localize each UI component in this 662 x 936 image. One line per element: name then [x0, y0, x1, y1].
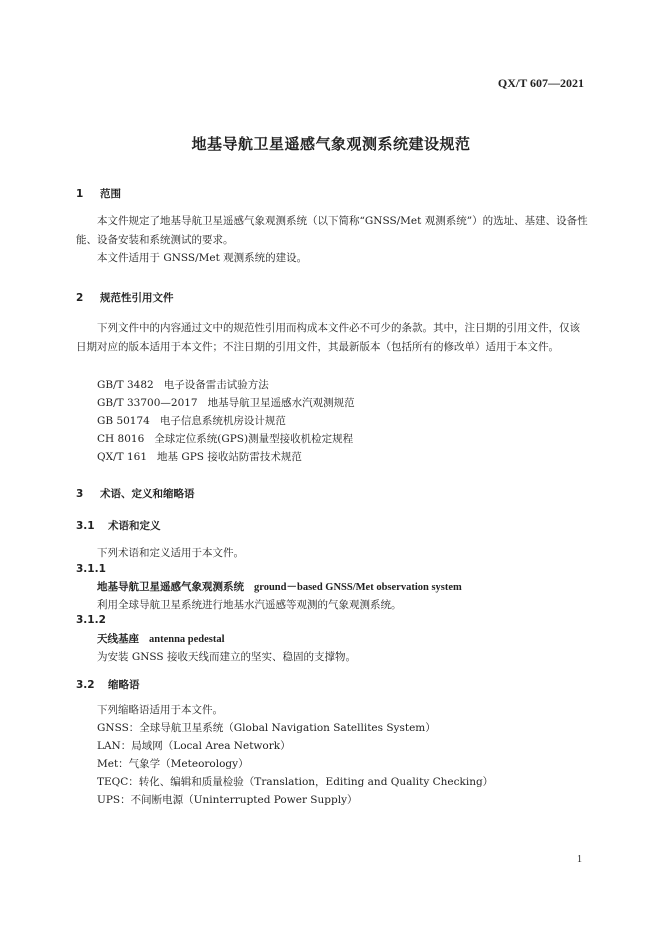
reference-name: 电子信息系统机房设计规范 [159, 415, 286, 427]
subsection-3-1-intro: 下列术语和定义适用于本文件。 [97, 547, 244, 559]
reference-code: CH 8016 [97, 433, 145, 445]
page-number: 1 [577, 854, 582, 865]
subsection-title: 术语和定义 [108, 520, 161, 532]
reference-name: 地基 GPS 接收站防雷技术规范 [157, 451, 302, 463]
reference-item [97, 413, 286, 428]
section-title: 范围 [100, 188, 121, 200]
reference-code: GB/T 3482 [97, 379, 154, 391]
subsection-title: 缩略语 [108, 679, 140, 691]
subsection-number: 3.2 [76, 679, 95, 691]
term-3-1-2-definition: 为安装 GNSS 接收天线而建立的坚实、稳固的支撑物。 [97, 651, 356, 663]
term-3-1-1-definition: 利用全球导航卫星系统进行地基水汽遥感等观测的气象观测系统。 [97, 599, 402, 611]
section-number: 3 [76, 488, 84, 500]
reference-code: GB/T 33700—2017 [97, 397, 198, 409]
reference-name: 电子设备雷击试验方法 [163, 379, 269, 391]
section-1-paragraph-1: 本文件规定了地基导航卫星遥感气象观测系统（以下简称“GNSS/Met 观测系统”）的选址、基建、设备性能、设备安装和系统测试的要求。 [76, 215, 588, 246]
section-title: 规范性引用文件 [100, 292, 174, 304]
section-1-heading [76, 186, 121, 201]
subsection-3-1-heading [76, 518, 161, 533]
subsection-3-2-heading [76, 677, 140, 692]
abbreviation-item: GNSS：全球导航卫星系统（Global Navigation Satellites System） [97, 722, 436, 734]
term-3-1-2-number: 3.1.2 [76, 614, 106, 626]
reference-code: QX/T 161 [97, 451, 148, 463]
reference-item [97, 449, 302, 464]
section-2-paragraph-1: 下列文件中的内容通过文中的规范性引用而构成本文件必不可少的条款。其中，注日期的引用文件，仅该日期对应的版本适用于本文件；不注日期的引用文件，其最新版本（包括所有的修改单）适用于本文件。 [76, 322, 580, 353]
reference-item [97, 431, 353, 446]
term-3-1-1-heading [97, 579, 462, 594]
reference-item [97, 395, 355, 410]
section-title: 术语、定义和缩略语 [100, 488, 195, 500]
abbreviation-item: LAN：局域网（Local Area Network） [97, 740, 291, 752]
term-3-1-1-number: 3.1.1 [76, 563, 106, 575]
section-2-heading [76, 290, 174, 305]
section-number: 2 [76, 292, 84, 304]
term-3-1-2-heading [97, 631, 225, 646]
reference-name: 全球定位系统(GPS)测量型接收机检定规程 [154, 433, 354, 445]
abbreviation-item: UPS：不间断电源（Uninterrupted Power Supply） [97, 794, 358, 806]
term-english: ground－based GNSS/Met observation system [254, 582, 462, 593]
standard-number: QX/T 607—2021 [497, 76, 584, 90]
term-english: antenna pedestal [149, 634, 225, 645]
term-chinese: 天线基座 [97, 633, 139, 645]
subsection-number: 3.1 [76, 520, 95, 532]
document-title: 地基导航卫星遥感气象观测系统建设规范 [191, 135, 471, 153]
reference-name: 地基导航卫星遥感水汽观测规范 [207, 397, 355, 409]
abbreviation-item: Met：气象学（Meteorology） [97, 758, 249, 770]
reference-item [97, 377, 269, 392]
section-3-heading [76, 486, 195, 501]
section-1-paragraph-2: 本文件适用于 GNSS/Met 观测系统的建设。 [97, 252, 308, 264]
section-number: 1 [76, 188, 84, 200]
abbreviation-item: TEQC：转化、编辑和质量检验（Translation，Editing and Quality Checking） [97, 776, 494, 788]
subsection-3-2-intro: 下列缩略语适用于本文件。 [97, 704, 223, 716]
term-chinese: 地基导航卫星遥感气象观测系统 [97, 581, 244, 593]
reference-code: GB 50174 [97, 415, 150, 427]
